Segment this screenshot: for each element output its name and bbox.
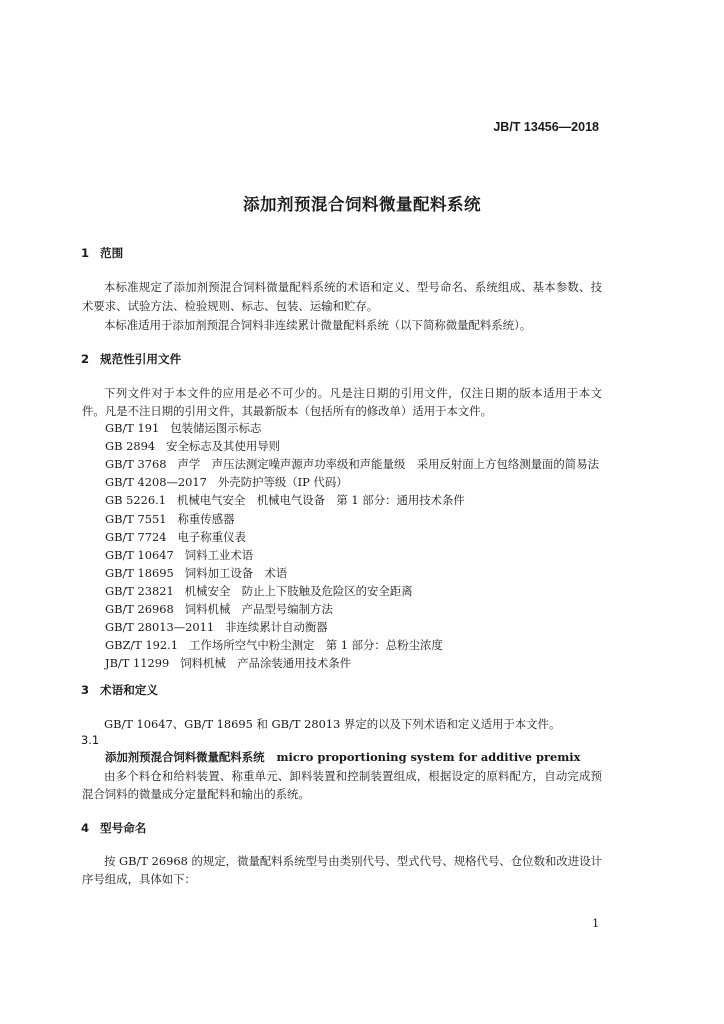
- reference-code: GB/T 4208—2017: [105, 475, 207, 490]
- reference-item: [105, 474, 348, 490]
- reference-item: [105, 438, 280, 454]
- section-number: 2: [81, 352, 90, 366]
- section-title: 型号命名: [100, 821, 147, 835]
- reference-code: GB/T 28013—2011: [105, 620, 215, 635]
- term-definition-line-2: 混合饲料的微量成分定量配料和输出的系统。: [82, 787, 310, 801]
- section-2-intro-line-2: 件。凡是不注日期的引用文件，其最新版本（包括所有的修改单）适用于本文件。: [82, 404, 493, 418]
- term-chinese: 添加剂预混合饲料微量配料系统: [105, 750, 265, 764]
- reference-title: 声学 声压法测定噪声源声功率级和声能量级 采用反射面上方包络测量面的简易法: [177, 457, 599, 472]
- section-title: 术语和定义: [100, 683, 158, 697]
- reference-code: GB 5226.1: [105, 493, 166, 508]
- reference-title: 电子称重仪表: [177, 529, 246, 544]
- section-1-heading: [81, 245, 123, 261]
- reference-title: 饲料机械 产品型号编制方法: [184, 602, 333, 616]
- section-2-intro-line-1: 下列文件对于本文件的应用是必不可少的。凡是注日期的引用文件，仅注日期的版本适用于本文: [104, 386, 602, 400]
- reference-code: GB/T 7724: [105, 529, 167, 544]
- section-3-heading: [81, 682, 158, 698]
- term-heading: [105, 749, 580, 765]
- section-4-heading: [81, 820, 146, 836]
- reference-item: [105, 492, 465, 508]
- reference-title: 包装储运图示标志: [170, 421, 262, 435]
- reference-title: 机械电气安全 机械电气设备 第 1 部分：通用技术条件: [176, 493, 465, 508]
- reference-code: GB/T 191: [105, 421, 160, 435]
- reference-title: 饲料机械 产品涂装通用技术条件: [180, 656, 352, 671]
- reference-title: 安全标志及其使用导则: [166, 439, 281, 454]
- reference-item: [105, 565, 287, 581]
- page-number: 1: [592, 916, 600, 930]
- reference-title: 饲料工业术语: [184, 547, 254, 562]
- section-4-para-line-2: 序号组成，具体如下：: [82, 872, 196, 886]
- section-number: 1: [81, 246, 90, 260]
- reference-code: GB/T 7551: [105, 511, 167, 526]
- section-2-heading: [81, 351, 181, 367]
- reference-code: GBZ/T 192.1: [105, 638, 179, 653]
- reference-title: 工作场所空气中粉尘测定 第 1 部分：总粉尘浓度: [189, 638, 443, 653]
- reference-item: [105, 637, 443, 653]
- reference-code: GB/T 26968: [105, 602, 174, 616]
- reference-item: [105, 529, 246, 545]
- reference-title: 非连续累计自动衡器: [225, 620, 328, 635]
- term-number: 3.1: [81, 733, 100, 747]
- reference-item: [105, 547, 253, 563]
- reference-code: GB/T 3768: [105, 457, 167, 472]
- reference-item: [105, 601, 333, 617]
- document-title: 添加剂预混合饲料微量配料系统: [243, 195, 481, 214]
- reference-item: [105, 511, 234, 527]
- term-english: micro proportioning system for additive premix: [276, 750, 581, 764]
- section-1-para-2: 本标准适用于添加剂预混合饲料非连续累计微量配料系统（以下简称微量配料系统）。: [104, 318, 532, 332]
- section-4-para-line-1: 按 GB/T 26968 的规定，微量配料系统型号由类别代号、型式代号、规格代号、仓位数和改进设计: [104, 854, 602, 868]
- reference-code: JB/T 11299: [105, 656, 170, 671]
- reference-code: GB/T 18695: [105, 565, 174, 580]
- section-1-para-1-line-1: 本标准规定了添加剂预混合饲料微量配料系统的术语和定义、型号命名、系统组成、基本参数、技: [104, 280, 602, 294]
- section-3-intro: GB/T 10647、GB/T 18695 和 GB/T 28013 界定的以及下列术语和定义适用于本文件。: [104, 717, 561, 731]
- term-definition-line-1: 由多个料仓和给料装置、称重单元、卸料装置和控制装置组成，根据设定的原料配方，自动完成预: [104, 769, 602, 783]
- section-number: 3: [81, 683, 90, 697]
- section-1-para-1-line-2: 术要求、试验方法、检验规则、标志、包装、运输和贮存。: [82, 299, 379, 313]
- reference-code: GB/T 10647: [105, 547, 174, 562]
- reference-item: [105, 583, 413, 599]
- reference-item: [105, 456, 599, 472]
- section-title: 规范性引用文件: [100, 352, 182, 366]
- section-title: 范围: [100, 246, 124, 260]
- reference-title: 机械安全 防止上下肢触及危险区的安全距离: [184, 583, 413, 598]
- reference-item: [105, 619, 328, 635]
- reference-item: [105, 655, 351, 671]
- reference-item: [105, 420, 261, 436]
- reference-title: 外壳防护等级（IP 代码）: [217, 475, 348, 490]
- reference-code: GB/T 23821: [105, 583, 174, 598]
- standard-code: JB/T 13456—2018: [493, 120, 599, 134]
- reference-title: 称重传感器: [177, 511, 235, 526]
- reference-title: 饲料加工设备 术语: [184, 565, 288, 580]
- section-number: 4: [81, 821, 90, 835]
- reference-code: GB 2894: [105, 439, 156, 454]
